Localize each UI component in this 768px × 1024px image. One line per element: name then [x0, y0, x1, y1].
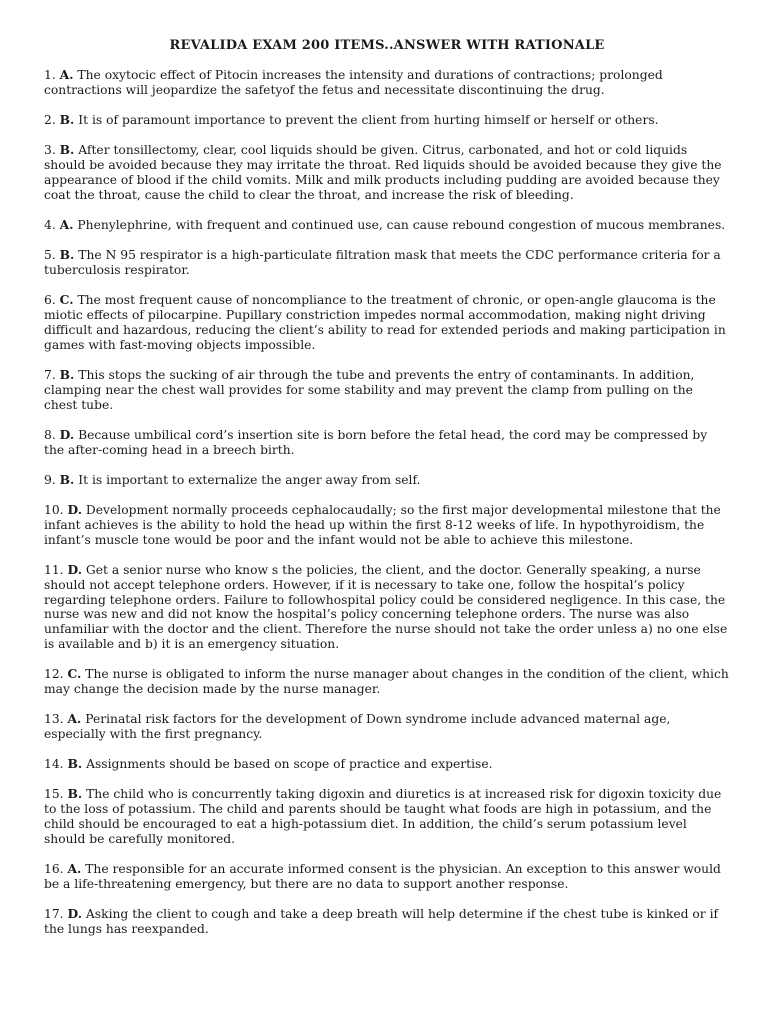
- item-answer-letter: B.: [59, 366, 75, 382]
- item-rationale: Development normally proceeds cephalocaudally; so the first major developmental milestone that the infant achieves is the ability to hold the head up within the first 8-12 weeks of life. In hypothyroidism, the infant’s muscle tone would be poor and the infant would not be able to achieve this milestone.: [44, 502, 721, 547]
- item-rationale: It is of paramount importance to prevent the client from hurting himself or herself or others.: [78, 113, 659, 127]
- item-number: 3.: [44, 143, 56, 158]
- answer-item: [44, 907, 730, 937]
- answer-item: [44, 503, 730, 548]
- item-answer-letter: A.: [59, 67, 74, 82]
- item-rationale: This stops the sucking of air through the tube and prevents the entry of contaminants. In addition, clamping near the chest wall provides for some stability and may prevent the clamp from pulling on the chest tube.: [44, 367, 695, 412]
- item-number: 2.: [44, 113, 56, 127]
- answer-item: [44, 113, 730, 128]
- answer-item: [44, 428, 730, 458]
- item-answer-letter: A.: [67, 861, 82, 877]
- item-answer-letter: C.: [59, 292, 74, 307]
- item-rationale: Assignments should be based on scope of practice and expertise.: [86, 757, 493, 772]
- item-answer-letter: D.: [67, 906, 82, 922]
- item-answer-letter: B.: [59, 142, 75, 158]
- item-answer-letter: A.: [59, 216, 74, 232]
- item-answer-letter: A.: [67, 711, 82, 727]
- answer-item: [44, 143, 730, 203]
- answer-item: [44, 862, 730, 892]
- item-number: 1.: [44, 68, 56, 82]
- item-answer-letter: B.: [59, 471, 75, 487]
- item-number: 6.: [44, 293, 56, 307]
- item-answer-letter: B.: [59, 247, 75, 262]
- answer-item: [44, 293, 730, 353]
- document-title: REVALIDA EXAM 200 ITEMS..ANSWER WITH RATIONALE: [169, 38, 605, 53]
- item-number: 10.: [44, 502, 64, 517]
- item-number: 13.: [44, 712, 64, 727]
- item-number: 7.: [44, 367, 56, 382]
- item-rationale: Phenylephrine, with frequent and continued use, can cause rebound congestion of mucous membranes.: [77, 217, 726, 232]
- item-answer-letter: B.: [59, 112, 75, 127]
- item-answer-letter: B.: [67, 786, 83, 802]
- item-rationale: Asking the client to cough and take a deep breath will help determine if the chest tube is kinked or if the lungs has reexpanded.: [44, 907, 719, 937]
- item-answer-letter: D.: [67, 561, 82, 577]
- item-rationale: The most frequent cause of noncompliance to the treatment of chronic, or open-angle glaucoma is the miotic effects of pilocarpine. Pupillary constriction impedes normal accommodation, making night driving difficult and hazardous, reducing the client’s ability to read for extended periods and making participation in games with fast-moving objects impossible.: [44, 293, 726, 352]
- item-rationale: The N 95 respirator is a high-particulate filtration mask that meets the CDC performance criteria for a tuberculosis respirator.: [44, 248, 721, 277]
- answer-item: [44, 248, 730, 278]
- item-rationale: The responsible for an accurate informed consent is the physician. An exception to this answer would be a life-threatening emergency, but there are no data to support another response.: [44, 862, 721, 892]
- item-number: 4.: [44, 217, 56, 232]
- item-number: 5.: [44, 248, 56, 262]
- item-answer-letter: D.: [67, 501, 82, 517]
- document-page: [44, 38, 730, 952]
- item-number: 16.: [44, 862, 64, 877]
- item-rationale: Get a senior nurse who know s the policies, the client, and the doctor. Generally speaking, a nurse should not accept telephone orders. However, if it is necessary to take one, follow the hospital’s policy regarding telephone orders. Failure to followhospital policy could be considered negligence. In this case, the nurse was new and did not know the hospital’s policy concerning telephone orders. The nurse was also unfamiliar with the doctor and the client. Therefore the nurse should not take the order unless a) no one else is available and b) it is an emergency situation.: [44, 562, 728, 652]
- item-answer-letter: D.: [59, 426, 75, 442]
- answer-item: [44, 787, 730, 847]
- answer-item: [44, 563, 730, 652]
- item-number: 8.: [44, 427, 56, 442]
- answer-item: [44, 218, 730, 233]
- item-rationale: It is important to externalize the anger away from self.: [78, 472, 421, 487]
- answer-item: [44, 667, 730, 697]
- item-number: 14.: [44, 757, 64, 772]
- item-number: 12.: [44, 667, 64, 682]
- answer-item: [44, 368, 730, 413]
- item-number: 15.: [44, 787, 64, 802]
- answer-item: [44, 757, 730, 772]
- item-rationale: The child who is concurrently taking digoxin and diuretics is at increased risk for digoxin toxicity due to the loss of potassium. The child and parents should be taught what foods are high in potassium, and the child should be encouraged to eat a high-potassium diet. In addition, the child’s serum potassium level should be carefully monitored.: [44, 787, 722, 847]
- item-number: 11.: [44, 562, 64, 577]
- answer-item: [44, 68, 730, 98]
- item-number: 9.: [44, 472, 56, 487]
- item-rationale: The nurse is obligated to inform the nurse manager about changes in the condition of the client, which may change the decision made by the nurse manager.: [44, 667, 729, 697]
- item-rationale: After tonsillectomy, clear, cool liquids should be given. Citrus, carbonated, and hot or cold liquids should be avoided because they may irritate the throat. Red liquids should be avoided because they give the appearance of blood if the child vomits. Milk and milk products including pudding are avoided because they coat the throat, cause the child to clear the throat, and increase the risk of bleeding.: [44, 143, 722, 202]
- item-rationale: The oxytocic effect of Pitocin increases the intensity and durations of contractions; prolonged contractions will jeopardize the safetyof the fetus and necessitate discontinuing the drug.: [44, 68, 663, 97]
- item-answer-letter: C.: [67, 666, 82, 682]
- answer-list: [44, 68, 730, 937]
- answer-item: [44, 473, 730, 488]
- answer-item: [44, 712, 730, 742]
- item-number: 17.: [44, 907, 64, 922]
- item-rationale: Perinatal risk factors for the development of Down syndrome include advanced maternal age, especially with the first pregnancy.: [44, 712, 671, 742]
- item-answer-letter: B.: [67, 756, 83, 772]
- item-rationale: Because umbilical cord’s insertion site is born before the fetal head, the cord may be compressed by the after-coming head in a breech birth.: [44, 427, 708, 457]
